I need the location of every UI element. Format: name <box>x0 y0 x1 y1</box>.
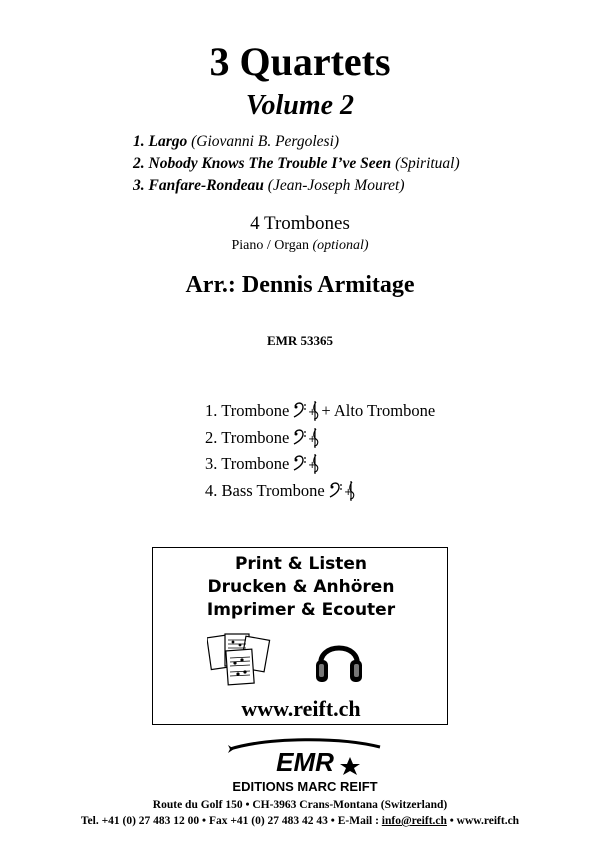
instrumentation: 4 Trombones <box>250 213 350 234</box>
bass-treble-clef-icon <box>293 453 319 475</box>
piece-list <box>133 131 460 197</box>
list-item: 1. Trombone + + Alto Trombone <box>205 398 435 425</box>
headphones-icon <box>313 632 365 686</box>
subtitle: Volume 2 <box>245 90 355 121</box>
bass-treble-clef-icon <box>293 427 319 449</box>
box-line-1: Print & Listen <box>234 554 368 574</box>
arranger: Arr.: Dennis Armitage <box>185 272 415 298</box>
list-item: 1. Largo (Giovanni B. Pergolesi) <box>133 133 340 150</box>
svg-text:+: + <box>308 460 317 472</box>
website-link[interactable]: www.reift.ch <box>241 696 361 721</box>
accompaniment: Piano / Organ (optional) <box>231 238 369 253</box>
svg-text:EMR: EMR <box>276 747 334 777</box>
print-listen-box <box>152 547 448 725</box>
list-item: 4. Bass Trombone + <box>205 478 435 505</box>
svg-text:+: + <box>308 407 317 419</box>
svg-text:+: + <box>308 433 317 445</box>
title: 3 Quartets <box>209 39 391 84</box>
sheet-music-icon <box>207 630 273 686</box>
box-line-2: Drucken & Anhören <box>207 577 395 597</box>
list-item: 2. Nobody Knows The Trouble I’ve Seen (Spiritual) <box>133 155 460 172</box>
publisher-name: EDITIONS MARC REIFT <box>232 779 378 794</box>
bass-treble-clef-icon <box>293 400 319 422</box>
parts-list <box>205 398 435 504</box>
emr-logo-icon <box>190 735 420 795</box>
publisher-logo <box>190 735 420 795</box>
catalog-number: EMR 53365 <box>266 333 334 348</box>
email-link[interactable]: info@reift.ch <box>381 815 447 827</box>
box-line-3: Imprimer & Ecouter <box>206 600 396 620</box>
list-item: 3. Trombone + <box>205 451 435 478</box>
list-item: 2. Trombone + <box>205 425 435 452</box>
bass-treble-clef-icon <box>329 480 355 502</box>
list-item: 3. Fanfare-Rondeau (Jean-Joseph Mouret) <box>133 177 405 194</box>
publisher-address: Route du Golf 150 • CH-3963 Crans-Montana (Switzerland) <box>152 799 448 811</box>
svg-text:+: + <box>343 486 353 498</box>
publisher-contact: Tel. +41 (0) 27 483 12 00 • Fax +41 (0) 27 483 42 43 • E-Mail : info@reift.ch • www.reift.ch <box>80 815 520 827</box>
